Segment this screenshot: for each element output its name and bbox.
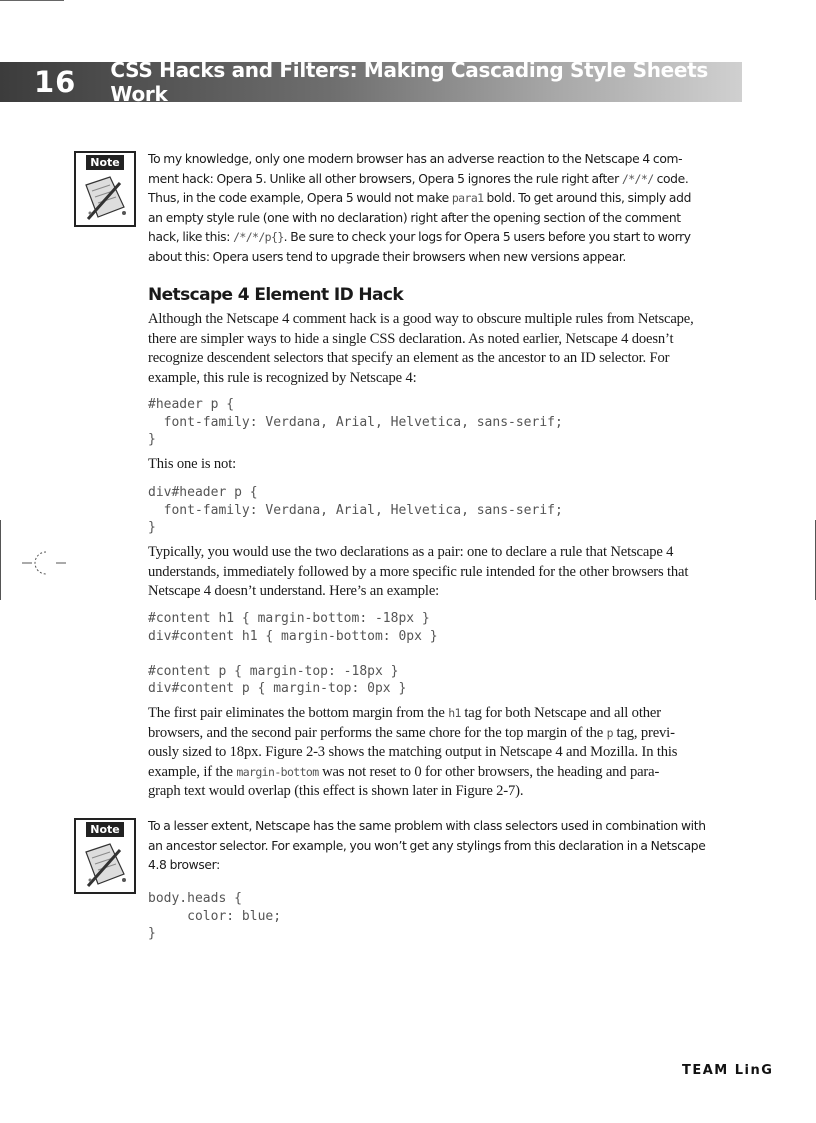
note-label: Note	[86, 155, 124, 170]
code-block-3: #content h1 { margin-bottom: -18px } div#content h1 { margin-bottom: 0px } #content p { margin-top: -18px } div#content p { margin-top: 0px }	[148, 611, 438, 696]
para-text-span: example, if the	[148, 763, 237, 780]
body-paragraph-1	[148, 310, 708, 388]
note-line: an ancestor selector. For example, you won’t get any stylings from this declaration in a Netscape	[148, 838, 706, 853]
note-text-span: . Be sure to check your logs for Opera 5 users before you start to worry	[283, 230, 691, 244]
para-line: Netscape 4 doesn’t understand. Here’s an example:	[148, 583, 440, 599]
code-block-4: body.heads { color: blue; }	[148, 891, 282, 941]
note-2-text	[148, 817, 708, 876]
para-text-span: The first pair eliminates the bottom margin from the	[148, 705, 449, 721]
note-text-span: hack, like this:	[148, 230, 234, 244]
note-line	[148, 170, 708, 190]
page-number: 16	[34, 65, 77, 99]
para-text-span: was not reset to 0 for other browsers, the heading and para-	[318, 763, 660, 780]
code-block-1: #header p { font-family: Verdana, Arial, Helvetica, sans-serif; }	[148, 397, 563, 447]
inline-code: /*/*/p{}	[233, 230, 284, 244]
pencil-paper-icon	[80, 840, 132, 890]
para-text-span: tag for both Netscape and all other	[460, 705, 661, 721]
para-text-span: tag, previ-	[612, 724, 675, 741]
para-line: Although the Netscape 4 comment hack is a good way to obscure multiple rules from Netscape,	[148, 311, 694, 327]
note-line: about this: Opera users tend to upgrade their browsers when new versions appear.	[148, 249, 626, 264]
para-line	[148, 763, 708, 783]
note-text-span: code.	[653, 171, 689, 186]
note-line: To a lesser extent, Netscape has the same problem with class selectors used in combination with	[148, 819, 706, 833]
para-line: Typically, you would use the two declarations as a pair: one to declare a rule that Netscape 4	[148, 544, 674, 560]
inline-code: /*/*/	[621, 171, 654, 186]
note-line: 4.8 browser:	[148, 858, 220, 872]
running-title: CSS Hacks and Filters: Making Cascading Style Sheets Work	[110, 58, 709, 106]
note-1-text	[148, 150, 708, 267]
note-line: an empty style rule (one with no declaration) right after the opening section of the comment	[148, 210, 681, 225]
body-paragraph-3	[148, 543, 708, 602]
top-crop-rule	[0, 0, 64, 1]
body-paragraph-2: This one is not:	[148, 456, 236, 472]
para-line: recognize descendent selectors that specify an element as the ancestor to an ID selector. For	[148, 350, 670, 366]
chapter-header-bar	[0, 58, 742, 106]
para-line: there are simpler ways to hide a single CSS declaration. As noted earlier, Netscape 4 doesn’t	[148, 330, 674, 347]
note-line: To my knowledge, only one modern browser has an adverse reaction to the Netscape 4 com-	[148, 152, 683, 166]
inline-code: para1	[451, 191, 484, 205]
inline-code: p	[606, 725, 613, 740]
pencil-paper-icon	[80, 173, 132, 223]
team-ling-watermark: TEAM LinG	[682, 1063, 774, 1078]
body-paragraph-4	[148, 704, 708, 802]
note-pencil-icon	[74, 151, 136, 227]
note-text-span: ment hack: Opera 5. Unlike all other browsers, Opera 5 ignores the rule right after	[148, 171, 622, 186]
code-block-2: div#header p { font-family: Verdana, Arial, Helvetica, sans-serif; }	[148, 485, 563, 535]
note-line	[148, 189, 708, 209]
para-line: understands, immediately followed by a more specific rule intended for the other browsers that	[148, 563, 689, 580]
para-line	[148, 704, 708, 724]
note-label: Note	[86, 822, 124, 837]
registration-mark-icon	[22, 548, 66, 578]
inline-code: margin-bottom	[236, 764, 319, 779]
note-pencil-icon	[74, 818, 136, 894]
crop-mark-left	[0, 520, 1, 600]
inline-code: h1	[448, 706, 461, 720]
note-text-span: Thus, in the code example, Opera 5 would not make	[148, 191, 452, 205]
section-heading: Netscape 4 Element ID Hack	[148, 285, 404, 305]
para-line: graph text would overlap (this effect is shown later in Figure 2-7).	[148, 783, 524, 799]
para-line: ously sized to 18px. Figure 2-3 shows the matching output in Netscape 4 and Mozilla. In this	[148, 744, 678, 760]
para-line	[148, 724, 708, 744]
para-text-span: browsers, and the second pair performs the same chore for the top margin of the	[148, 724, 607, 741]
para-line: example, this rule is recognized by Netscape 4:	[148, 369, 417, 386]
note-text-span: bold. To get around this, simply add	[483, 191, 692, 205]
note-line	[148, 228, 708, 248]
